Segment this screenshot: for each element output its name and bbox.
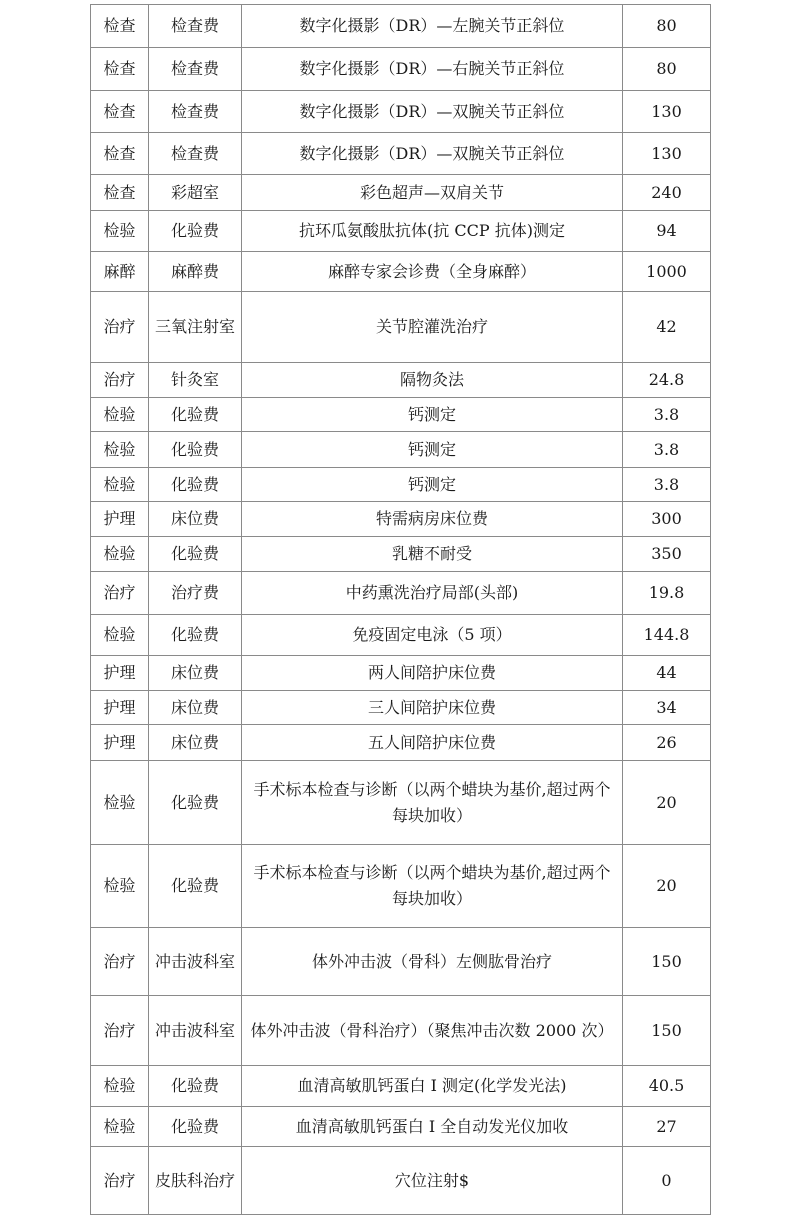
price-cell: 20 [623, 845, 711, 928]
item-name-cell: 抗环瓜氨酸肽抗体(抗 CCP 抗体)测定 [242, 211, 623, 252]
category-cell: 检验 [91, 468, 149, 502]
category-cell: 治疗 [91, 292, 149, 363]
price-cell: 300 [623, 502, 711, 537]
item-name-cell: 特需病房床位费 [242, 502, 623, 537]
item-name-cell: 血清高敏肌钙蛋白 I 全自动发光仪加收 [242, 1107, 623, 1147]
department-cell: 麻醉费 [149, 252, 242, 292]
department-cell: 检查费 [149, 5, 242, 48]
item-name-cell: 体外冲击波（骨科）左侧肱骨治疗 [242, 928, 623, 996]
price-cell: 20 [623, 761, 711, 845]
price-cell: 144.8 [623, 615, 711, 656]
item-name-cell: 数字化摄影（DR）—双腕关节正斜位 [242, 133, 623, 175]
department-cell: 检查费 [149, 91, 242, 133]
table-row [91, 928, 711, 996]
department-cell: 化验费 [149, 845, 242, 928]
category-cell: 治疗 [91, 928, 149, 996]
department-cell: 治疗费 [149, 572, 242, 615]
price-cell: 24.8 [623, 363, 711, 398]
item-name-cell: 三人间陪护床位费 [242, 691, 623, 725]
table-row [91, 48, 711, 91]
category-cell: 护理 [91, 725, 149, 761]
price-cell: 19.8 [623, 572, 711, 615]
department-cell: 冲击波科室 [149, 928, 242, 996]
category-cell: 检查 [91, 91, 149, 133]
table-row [91, 502, 711, 537]
table-row [91, 845, 711, 928]
item-name-cell: 中药熏洗治疗局部(头部) [242, 572, 623, 615]
table-row [91, 572, 711, 615]
price-cell: 34 [623, 691, 711, 725]
category-cell: 护理 [91, 656, 149, 691]
price-cell: 240 [623, 175, 711, 211]
item-name-cell: 钙测定 [242, 432, 623, 468]
department-cell: 化验费 [149, 761, 242, 845]
table-row [91, 468, 711, 502]
department-cell: 三氧注射室 [149, 292, 242, 363]
table-row [91, 615, 711, 656]
item-name-cell: 钙测定 [242, 398, 623, 432]
item-name-cell: 数字化摄影（DR）—双腕关节正斜位 [242, 91, 623, 133]
department-cell: 检查费 [149, 48, 242, 91]
department-cell: 床位费 [149, 691, 242, 725]
category-cell: 治疗 [91, 996, 149, 1066]
price-cell: 1000 [623, 252, 711, 292]
department-cell: 冲击波科室 [149, 996, 242, 1066]
category-cell: 检查 [91, 133, 149, 175]
department-cell: 化验费 [149, 432, 242, 468]
category-cell: 检验 [91, 761, 149, 845]
table-row [91, 537, 711, 572]
item-name-cell: 乳糖不耐受 [242, 537, 623, 572]
item-name-cell: 五人间陪护床位费 [242, 725, 623, 761]
item-name-cell: 关节腔灌洗治疗 [242, 292, 623, 363]
category-cell: 检查 [91, 175, 149, 211]
department-cell: 针灸室 [149, 363, 242, 398]
category-cell: 检验 [91, 1066, 149, 1107]
department-cell: 化验费 [149, 211, 242, 252]
table-row [91, 691, 711, 725]
item-name-cell: 体外冲击波（骨科治疗）（聚焦冲击次数 2000 次） [242, 996, 623, 1066]
item-name-cell: 数字化摄影（DR）—左腕关节正斜位 [242, 5, 623, 48]
table-row [91, 175, 711, 211]
table-row [91, 725, 711, 761]
table-row [91, 363, 711, 398]
item-name-cell: 隔物灸法 [242, 363, 623, 398]
department-cell: 化验费 [149, 537, 242, 572]
price-cell: 3.8 [623, 432, 711, 468]
table-row [91, 761, 711, 845]
category-cell: 检验 [91, 211, 149, 252]
fee-table [90, 4, 711, 1215]
category-cell: 护理 [91, 502, 149, 537]
item-name-cell: 钙测定 [242, 468, 623, 502]
price-cell: 40.5 [623, 1066, 711, 1107]
department-cell: 化验费 [149, 468, 242, 502]
item-name-cell: 两人间陪护床位费 [242, 656, 623, 691]
department-cell: 床位费 [149, 656, 242, 691]
table-row [91, 1147, 711, 1215]
table-row [91, 211, 711, 252]
category-cell: 检验 [91, 1107, 149, 1147]
item-name-cell: 穴位注射$ [242, 1147, 623, 1215]
department-cell: 床位费 [149, 725, 242, 761]
table-row [91, 252, 711, 292]
table-row [91, 996, 711, 1066]
department-cell: 化验费 [149, 398, 242, 432]
category-cell: 检查 [91, 5, 149, 48]
department-cell: 皮肤科治疗 [149, 1147, 242, 1215]
table-row [91, 91, 711, 133]
category-cell: 治疗 [91, 363, 149, 398]
category-cell: 检验 [91, 432, 149, 468]
price-cell: 3.8 [623, 398, 711, 432]
price-cell: 26 [623, 725, 711, 761]
table-row [91, 398, 711, 432]
table-row [91, 432, 711, 468]
price-cell: 130 [623, 91, 711, 133]
table-row [91, 1107, 711, 1147]
department-cell: 化验费 [149, 1066, 242, 1107]
price-cell: 130 [623, 133, 711, 175]
category-cell: 检验 [91, 615, 149, 656]
table-row [91, 292, 711, 363]
item-name-cell: 麻醉专家会诊费（全身麻醉） [242, 252, 623, 292]
price-cell: 150 [623, 928, 711, 996]
price-cell: 350 [623, 537, 711, 572]
category-cell: 护理 [91, 691, 149, 725]
item-name-cell: 血清高敏肌钙蛋白 I 测定(化学发光法) [242, 1066, 623, 1107]
table-row [91, 133, 711, 175]
price-cell: 80 [623, 5, 711, 48]
category-cell: 治疗 [91, 1147, 149, 1215]
item-name-cell: 彩色超声—双肩关节 [242, 175, 623, 211]
table-row [91, 5, 711, 48]
price-cell: 150 [623, 996, 711, 1066]
price-cell: 42 [623, 292, 711, 363]
department-cell: 床位费 [149, 502, 242, 537]
table-row [91, 1066, 711, 1107]
category-cell: 检查 [91, 48, 149, 91]
item-name-cell: 数字化摄影（DR）—右腕关节正斜位 [242, 48, 623, 91]
category-cell: 检验 [91, 537, 149, 572]
department-cell: 彩超室 [149, 175, 242, 211]
category-cell: 检验 [91, 398, 149, 432]
item-name-cell: 手术标本检查与诊断（以两个蜡块为基价,超过两个每块加收） [242, 761, 623, 845]
price-cell: 94 [623, 211, 711, 252]
fee-table-page [90, 4, 710, 1215]
item-name-cell: 免疫固定电泳（5 项） [242, 615, 623, 656]
price-cell: 0 [623, 1147, 711, 1215]
price-cell: 27 [623, 1107, 711, 1147]
category-cell: 麻醉 [91, 252, 149, 292]
department-cell: 化验费 [149, 615, 242, 656]
item-name-cell: 手术标本检查与诊断（以两个蜡块为基价,超过两个每块加收） [242, 845, 623, 928]
price-cell: 44 [623, 656, 711, 691]
category-cell: 检验 [91, 845, 149, 928]
price-cell: 80 [623, 48, 711, 91]
price-cell: 3.8 [623, 468, 711, 502]
department-cell: 化验费 [149, 1107, 242, 1147]
table-row [91, 656, 711, 691]
department-cell: 检查费 [149, 133, 242, 175]
category-cell: 治疗 [91, 572, 149, 615]
